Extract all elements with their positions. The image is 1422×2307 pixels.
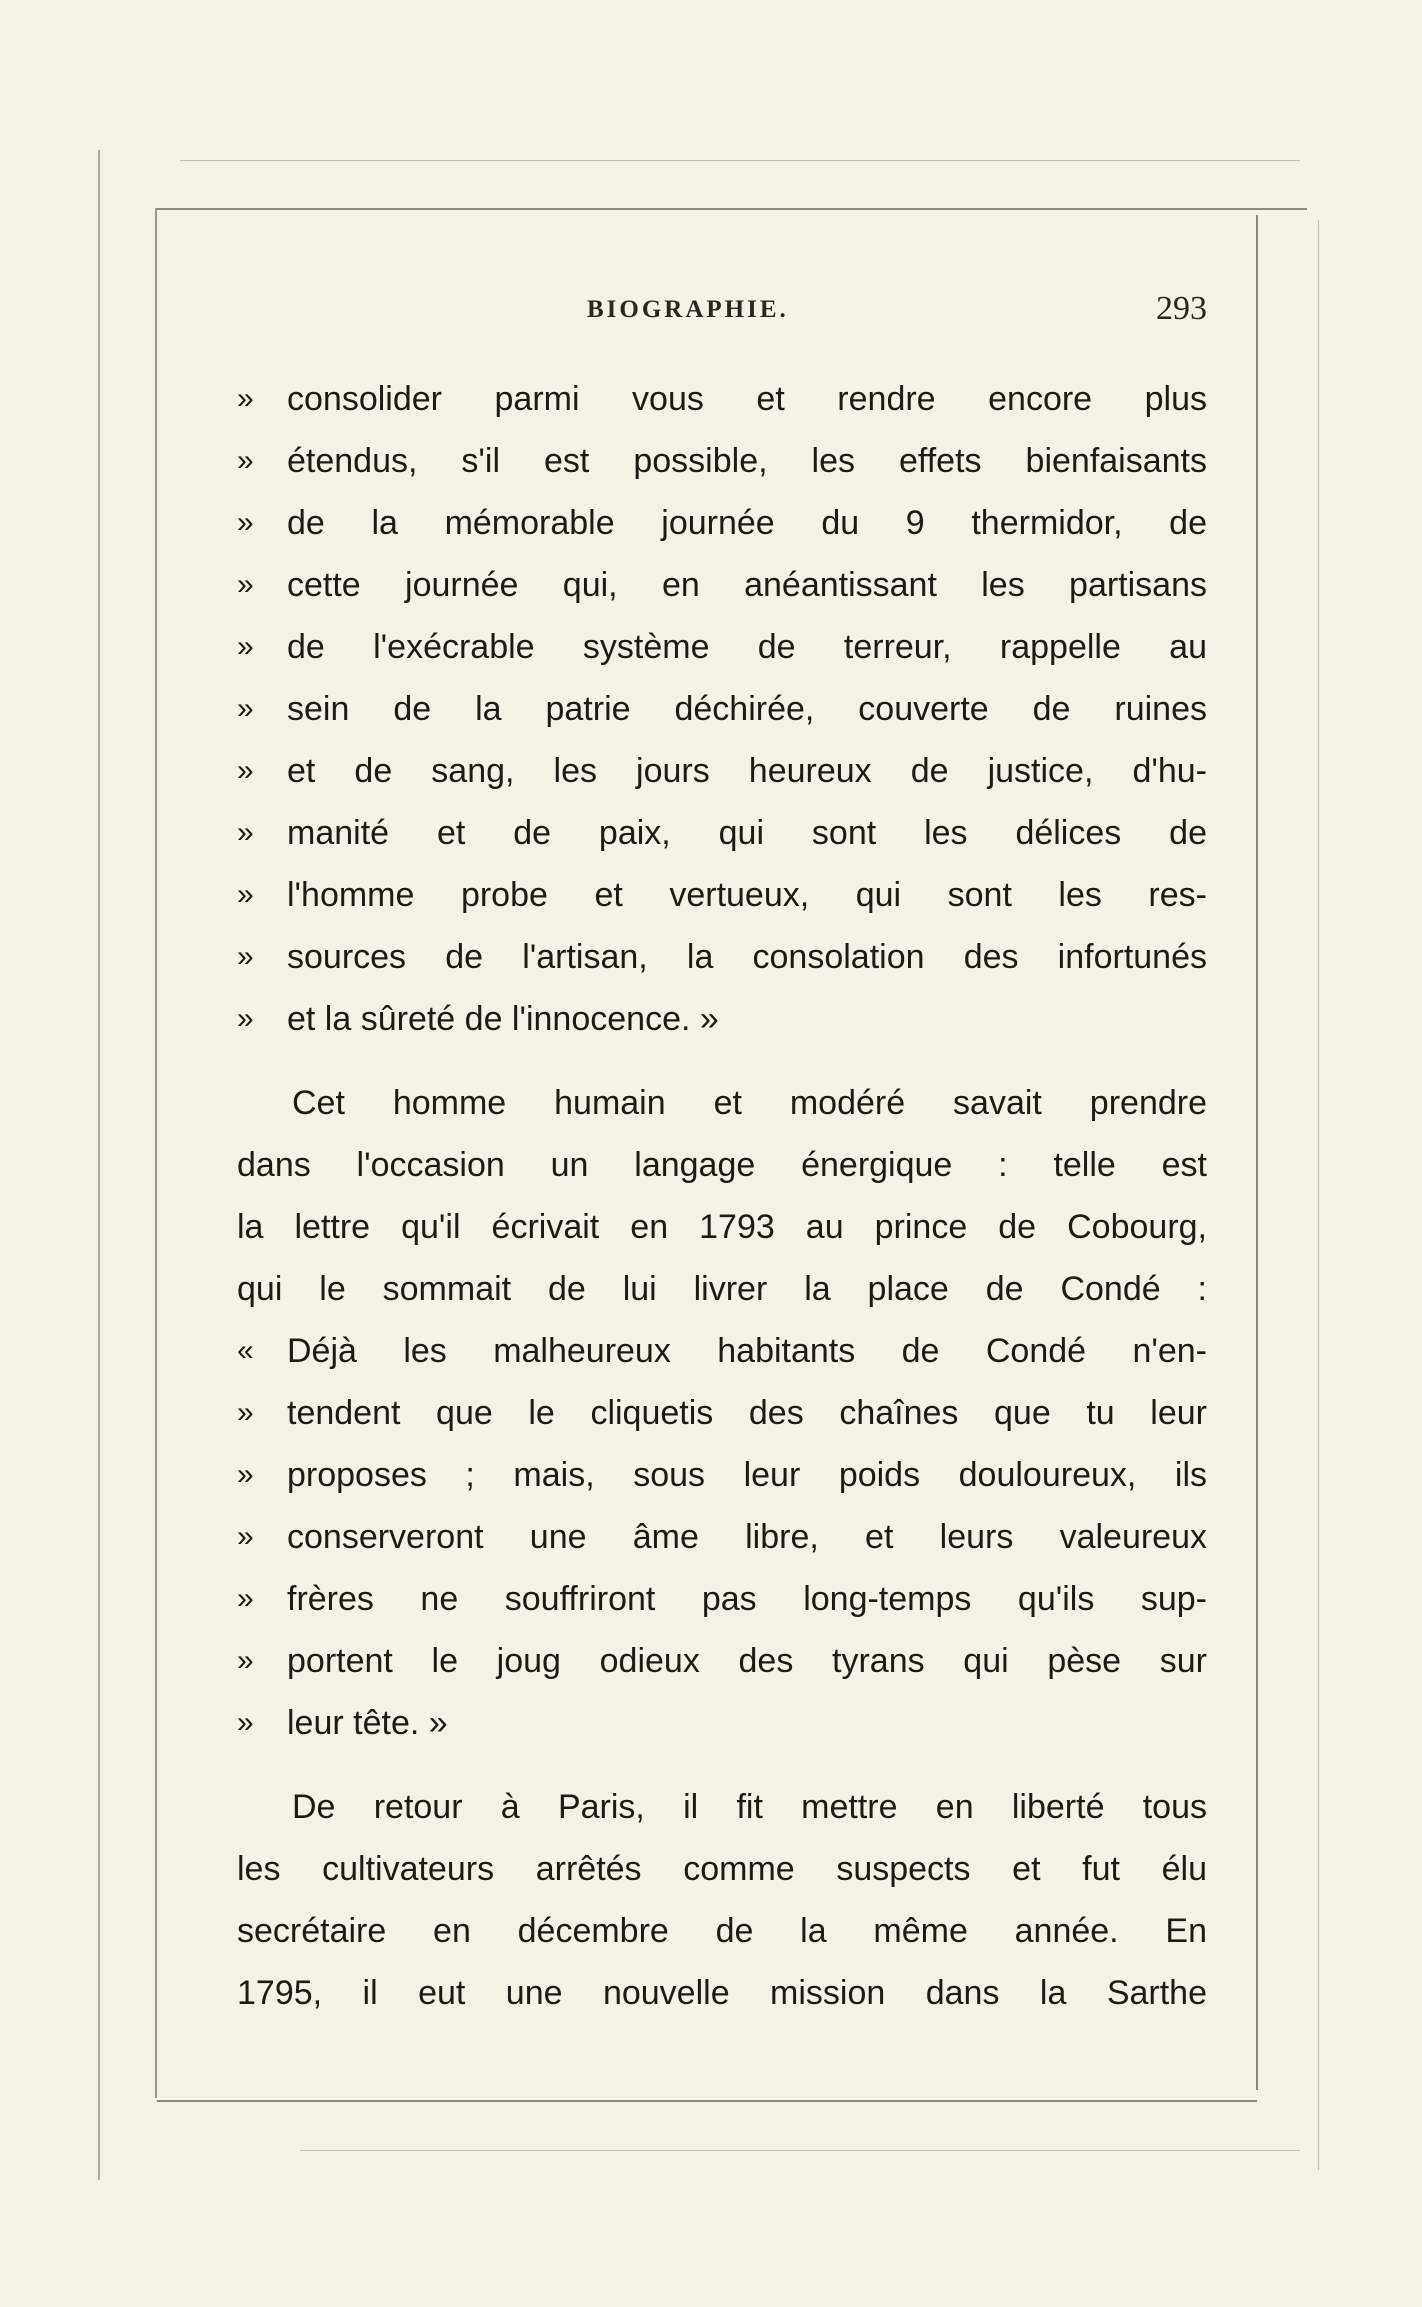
quote-mark: » <box>237 816 254 849</box>
quote-mark: » <box>237 1644 254 1677</box>
quote-line-text: Déjà les malheureux habitants de Condé n'en- <box>287 1332 1207 1370</box>
left-border-rule <box>155 208 157 2098</box>
quote-line <box>237 1630 1207 1692</box>
quote-line <box>237 492 1207 554</box>
quote-mark: » <box>237 630 254 663</box>
quote-mark: » <box>237 1002 254 1035</box>
paragraph-line: 1795, il eut une nouvelle mission dans la Sarthe <box>237 1974 1207 2012</box>
paragraph-2 <box>237 1072 1207 1320</box>
quote-line-text: l'homme probe et vertueux, qui sont les res- <box>287 876 1207 914</box>
quote-mark: » <box>237 1458 254 1491</box>
paragraph-gap <box>237 1050 1207 1072</box>
quote-mark: » <box>237 940 254 973</box>
quote-line-text: portent le joug odieux des tyrans qui pèse sur <box>287 1642 1207 1680</box>
quote-mark: » <box>237 506 254 539</box>
quote-line-text: et de sang, les jours heureux de justice, d'hu- <box>287 752 1207 790</box>
quote-line <box>237 616 1207 678</box>
left-outer-rule <box>98 150 100 2180</box>
quote-line <box>237 1568 1207 1630</box>
quote-mark: » <box>237 382 254 415</box>
top-border-rule <box>157 208 1307 210</box>
right-border-rule <box>1256 215 1258 2090</box>
quote-line-text: tendent que le cliquetis des chaînes que tu leur <box>287 1394 1207 1432</box>
paragraph-line: De retour à Paris, il fit mettre en liberté tous <box>292 1788 1207 1826</box>
quote-line-text: frères ne souffriront pas long-temps qu'ils sup- <box>287 1580 1207 1618</box>
quote-line <box>237 988 1207 1050</box>
quote-line <box>237 368 1207 430</box>
quote-line <box>237 802 1207 864</box>
quote-mark: » <box>237 1706 254 1739</box>
quote-line-text: cette journée qui, en anéantissant les partisans <box>287 566 1207 604</box>
bottom-border-rule <box>157 2100 1257 2102</box>
quote-line-text: proposes ; mais, sous leur poids douloureux, ils <box>287 1456 1207 1494</box>
quote-line <box>237 1506 1207 1568</box>
body-text <box>237 368 1207 2024</box>
paragraph-line: Cet homme humain et modéré savait prendre <box>292 1084 1207 1122</box>
paragraph-line: dans l'occasion un langage énergique : telle est <box>237 1146 1207 1184</box>
quote-line <box>237 430 1207 492</box>
quote-mark: » <box>237 754 254 787</box>
quote-line <box>237 554 1207 616</box>
quote-mark: » <box>237 444 254 477</box>
quote-line-text: et la sûreté de l'innocence. » <box>287 1000 719 1038</box>
paragraph-line: la lettre qu'il écrivait en 1793 au prince de Cobourg, <box>237 1208 1207 1246</box>
quote-line-text: leur tête. » <box>287 1704 448 1742</box>
quote-line-text: sources de l'artisan, la consolation des infortunés <box>287 938 1207 976</box>
quote-line <box>237 1382 1207 1444</box>
quote-line <box>237 1444 1207 1506</box>
quote-mark: » <box>237 1582 254 1615</box>
quote-line <box>237 740 1207 802</box>
quote-mark: « <box>237 1334 254 1367</box>
quote-line <box>237 926 1207 988</box>
paragraph-line: les cultivateurs arrêtés comme suspects et fut élu <box>237 1850 1207 1888</box>
paragraph-gap <box>237 1754 1207 1776</box>
quote-line-text: manité et de paix, qui sont les délices de <box>287 814 1207 852</box>
bottom-faint-rule <box>300 2150 1300 2151</box>
page-number: 293 <box>1156 290 1207 327</box>
running-title: BIOGRAPHIE. <box>587 296 789 323</box>
quote-line-text: étendus, s'il est possible, les effets bienfaisants <box>287 442 1207 480</box>
quote-line-text: sein de la patrie déchirée, couverte de ruines <box>287 690 1207 728</box>
quote-line <box>237 1320 1207 1382</box>
quotation-block-1 <box>237 368 1207 1050</box>
quote-line-text: consolider parmi vous et rendre encore plus <box>287 380 1207 418</box>
quote-mark: » <box>237 878 254 911</box>
quotation-block-2 <box>237 1320 1207 1754</box>
paragraph-3 <box>237 1776 1207 2024</box>
quote-line-text: conserveront une âme libre, et leurs valeureux <box>287 1518 1207 1556</box>
quote-mark: » <box>237 568 254 601</box>
right-outer-rule <box>1318 220 1319 2170</box>
quote-line <box>237 678 1207 740</box>
quote-mark: » <box>237 1520 254 1553</box>
quote-line <box>237 864 1207 926</box>
paragraph-line: qui le sommait de lui livrer la place de Condé : <box>237 1270 1207 1308</box>
quote-line-text: de l'exécrable système de terreur, rappelle au <box>287 628 1207 666</box>
top-faint-rule <box>180 160 1300 161</box>
running-head <box>237 290 1207 336</box>
quote-mark: » <box>237 1396 254 1429</box>
quote-line <box>237 1692 1207 1754</box>
paragraph-line: secrétaire en décembre de la même année. En <box>237 1912 1207 1950</box>
quote-mark: » <box>237 692 254 725</box>
quote-line-text: de la mémorable journée du 9 thermidor, de <box>287 504 1207 542</box>
